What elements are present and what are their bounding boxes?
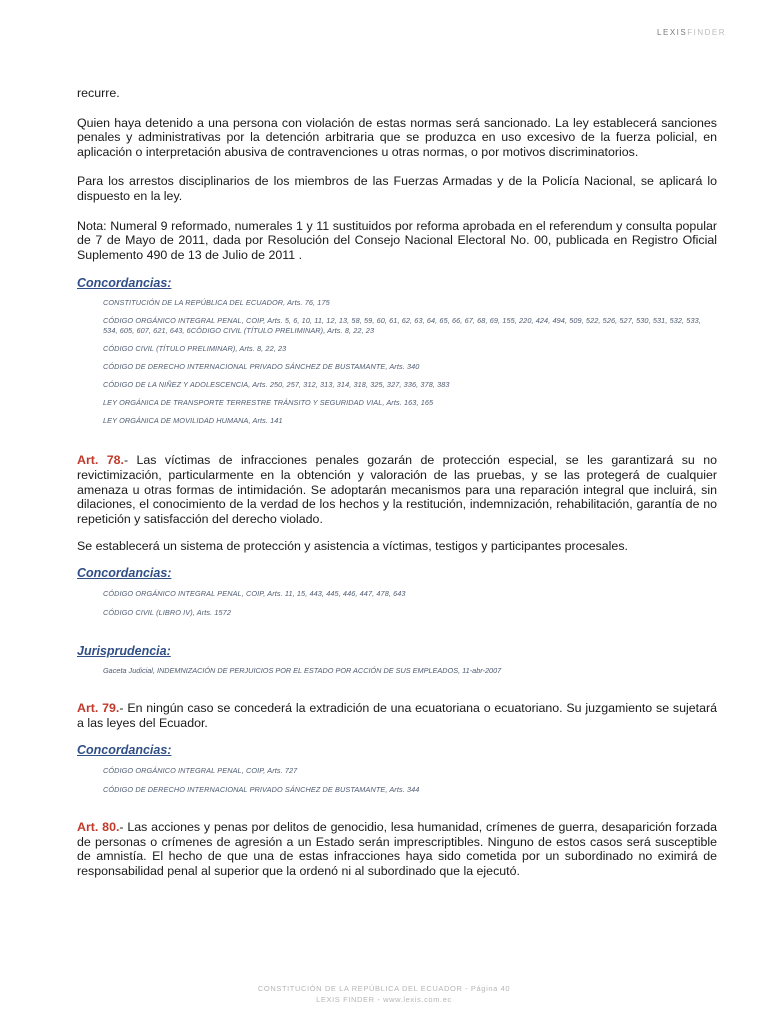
footer-title: CONSTITUCIÓN DE LA REPÚBLICA DEL ECUADOR - Página 40 bbox=[257, 984, 511, 993]
concordancias-heading: Concordancias: bbox=[77, 565, 172, 580]
concordancia-item: LEY ORGÁNICA DE MOVILIDAD HUMANA, Arts. 141 bbox=[103, 416, 283, 426]
concordancia-item: CÓDIGO DE DERECHO INTERNACIONAL PRIVADO SÁNCHEZ DE BUSTAMANTE, Arts. 340 bbox=[103, 362, 420, 372]
concordancia-item: CÓDIGO CIVIL (TÍTULO PRELIMINAR), Arts. 8, 22, 23 bbox=[103, 344, 287, 354]
brand-part-finder: FINDER bbox=[687, 28, 726, 37]
concordancias-section-1 bbox=[77, 276, 717, 426]
concordancias-heading: Concordancias: bbox=[77, 276, 172, 291]
concordancias-heading: Concordancias: bbox=[77, 743, 172, 758]
article-78 bbox=[77, 453, 717, 526]
article-78-text: - Las víctimas de infracciones penales gozarán de protección especial, se les garantizará su no revictimización, particularmente en la obtención y valoración de las pruebas, y se las protegerá de cualquier amenaza u otras formas de intimidación. Se adoptarán mecanismos para una reparación integral que incluirá, sin dilaciones, el conocimiento de la verdad de los hechos y la restitución, indemnización, rehabilitación, garantía de no repetición y satisfacción del derecho violado. bbox=[77, 453, 717, 526]
paragraph-arrests: Para los arrestos disciplinarios de los miembros de las Fuerzas Armadas y de la Policía Nacional, se aplicará lo dispuesto en la ley. bbox=[77, 174, 717, 203]
concordancias-list bbox=[77, 298, 717, 426]
article-78-label: Art. 78. bbox=[77, 453, 124, 468]
brand-logo bbox=[657, 28, 726, 37]
concordancia-item: CÓDIGO DE LA NIÑEZ Y ADOLESCENCIA, Arts. 250, 257, 312, 313, 314, 318, 325, 327, 336, 378, 383 bbox=[103, 380, 450, 390]
concordancias-list bbox=[77, 766, 717, 795]
jurisprudencia-heading: Jurisprudencia: bbox=[77, 643, 171, 658]
brand-part-lexis: LEXIS bbox=[657, 28, 688, 37]
concordancia-item: LEY ORGÁNICA DE TRANSPORTE TERRESTRE TRÁNSITO Y SEGURIDAD VIAL, Arts. 163, 165 bbox=[103, 398, 434, 408]
concordancia-item: CÓDIGO DE DERECHO INTERNACIONAL PRIVADO SÁNCHEZ DE BUSTAMANTE, Arts. 344 bbox=[103, 785, 420, 795]
jurisprudencia-section bbox=[77, 644, 717, 676]
article-78-paragraph-2: Se establecerá un sistema de protección y asistencia a víctimas, testigos y participantes procesales. bbox=[77, 539, 628, 554]
article-79-text: - En ningún caso se concederá la extradición de una ecuatoriana o ecuatoriano. Su juzgamiento se sujetará a las leyes del Ecuador. bbox=[77, 700, 717, 730]
concordancias-list bbox=[77, 589, 717, 618]
article-79 bbox=[77, 701, 717, 730]
article-80-text: - Las acciones y penas por delitos de genocidio, lesa humanidad, crímenes de guerra, desaparición forzada de personas o crímenes de agresión a un Estado serán imprescriptibles. Ninguno de estos casos será susceptible de amnistía. El hecho de que una de estas infracciones haya sido cometida por un subordinado no eximirá de responsabilidad penal al superior que la ordenó ni al subordinado que la ejecutó. bbox=[77, 820, 717, 878]
document-body bbox=[77, 86, 717, 878]
paragraph-detention: Quien haya detenido a una persona con violación de estas normas será sancionado. La ley establecerá sanciones penales y administrativas por la detención arbitraria que se produzca en uso excesivo de la fuerza policial, en aplicación o interpretación abusiva de contravenciones u otras normas, o por motivos discriminatorios. bbox=[77, 115, 717, 159]
concordancias-section-2 bbox=[77, 566, 717, 618]
article-80 bbox=[77, 820, 717, 878]
concordancia-item: CÓDIGO ORGÁNICO INTEGRAL PENAL, COIP, Arts. 727 bbox=[103, 766, 298, 776]
footer-source: LEXIS FINDER - www.lexis.com.ec bbox=[316, 995, 452, 1004]
paragraph-recurre: recurre. bbox=[77, 86, 120, 100]
article-79-label: Art. 79. bbox=[77, 700, 120, 715]
concordancias-section-3 bbox=[77, 743, 717, 795]
concordancia-item: CÓDIGO ORGÁNICO INTEGRAL PENAL, COIP, Arts. 11, 15, 443, 445, 446, 447, 478, 643 bbox=[103, 588, 406, 598]
paragraph-nota: Nota: Numeral 9 reformado, numerales 1 y 11 sustituidos por reforma aprobada en el referendum y consulta popular de 7 de Mayo de 2011, dada por Resolución del Consejo Nacional Electoral No. 00, publicada en Registro Oficial Suplemento 490 de 13 de Julio de 2011 . bbox=[77, 218, 717, 262]
concordancia-item: CONSTITUCIÓN DE LA REPÚBLICA DEL ECUADOR, Arts. 76, 175 bbox=[103, 298, 330, 308]
concordancia-item: CÓDIGO ORGÁNICO INTEGRAL PENAL, COIP, Arts. 5, 6, 10, 11, 12, 13, 58, 59, 60, 61, 62, 63, 64, 65, 66, 67, 68, 69, 155, 220, 424, 494, 509, 522, 526, 527, 530, 531, 532, 533, 534, 605, 607, 621, 643, 6CÓDIGO CIVIL (TÍTULO PRELIMINAR), Arts. 8, 22, 23 bbox=[103, 316, 701, 336]
jurisprudencia-item: Gaceta Judicial, INDEMNIZACIÓN DE PERJUICIOS POR EL ESTADO POR ACCIÓN DE SUS EMPLEADOS, 11-abr-2007 bbox=[103, 665, 502, 675]
page-footer bbox=[0, 983, 768, 1005]
concordancia-item: CÓDIGO CIVIL (LIBRO IV), Arts. 1572 bbox=[103, 607, 231, 617]
article-80-label: Art. 80. bbox=[77, 820, 120, 835]
